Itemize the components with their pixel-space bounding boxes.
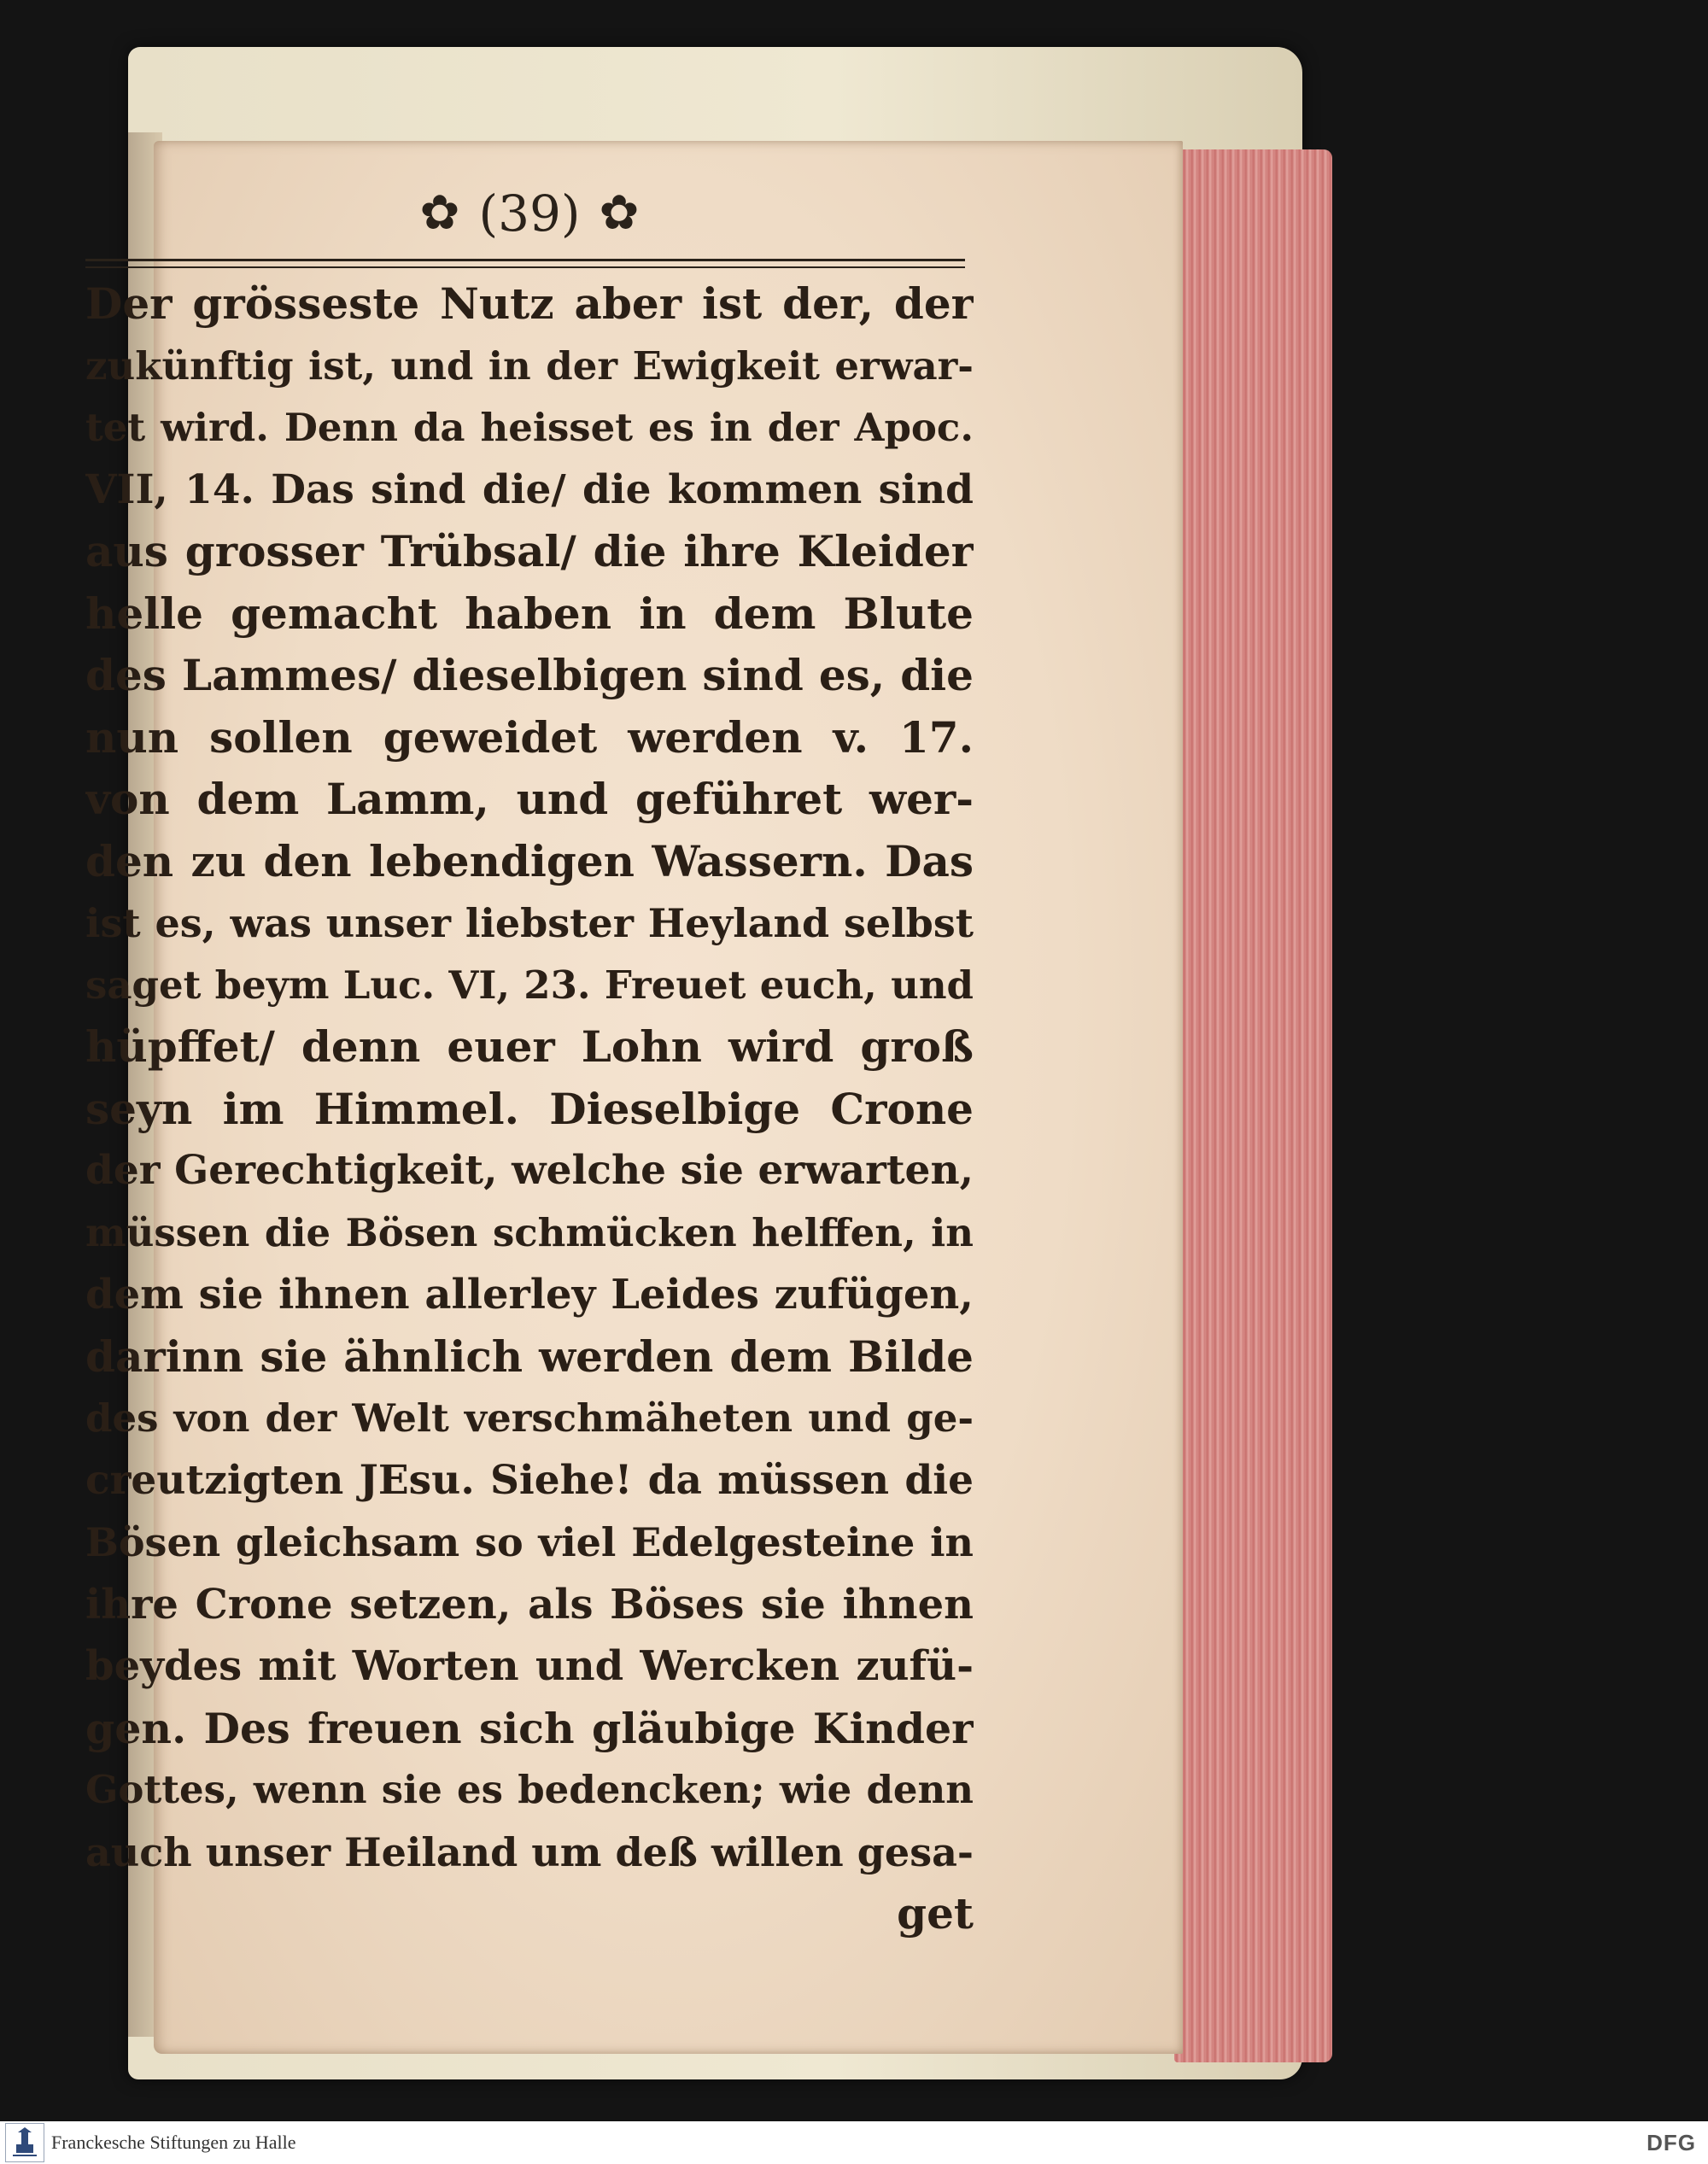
text-line: saget beym Luc. VI, 23. Freuet euch, und <box>85 962 974 1008</box>
text-line: seyn im Himmel. Dieselbige Crone <box>85 1083 974 1134</box>
header-rule <box>85 259 965 268</box>
text-line: des von der Welt verschmäheten und ge- <box>85 1395 974 1441</box>
text-line: darinn sie ähnlich werden dem Bilde <box>85 1331 974 1382</box>
text-line: Bösen gleichsam so viel Edelgesteine in <box>85 1519 974 1565</box>
institution-logo-icon <box>5 2123 44 2162</box>
text-line: gen. Des freuen sich gläubige Kinder <box>85 1703 974 1753</box>
text-line: Der grösseste Nutz aber ist der, der <box>85 278 974 329</box>
page-edges <box>1174 149 1332 2062</box>
viewer-footer <box>0 2121 1708 2164</box>
page-header <box>367 179 692 248</box>
institution-name[interactable]: Franckesche Stiftungen zu Halle <box>51 2132 296 2153</box>
text-line: des Lammes/ dieselbigen sind es, die <box>85 650 974 700</box>
text-line: dem sie ihnen allerley Leides zufügen, <box>85 1271 974 1319</box>
catchword: get <box>897 1888 974 1939</box>
left-flower-ornament-icon: ✿ <box>419 185 460 241</box>
text-line: aus grosser Trübsal/ die ihre Kleider <box>85 526 974 576</box>
text-line: ist es, was unser liebster Heyland selbst <box>85 900 974 946</box>
right-flower-ornament-icon: ✿ <box>599 185 640 241</box>
text-line: hüpffet/ denn euer Lohn wird groß <box>85 1021 974 1072</box>
dfg-logo[interactable]: DFG <box>1647 2129 1696 2155</box>
text-line: beydes mit Worten und Wercken zufü- <box>85 1642 974 1690</box>
text-line: helle gemacht haben in dem Blute <box>85 588 974 639</box>
text-line: auch unser Heiland um deß willen gesa- <box>85 1828 974 1875</box>
text-line: der Gerechtigkeit, welche sie erwarten, <box>85 1147 974 1194</box>
text-line: den zu den lebendigen Wassern. Das <box>85 835 974 886</box>
text-line: müssen die Bösen schmücken helffen, in <box>85 1209 974 1255</box>
page-number: (39) <box>478 184 581 243</box>
text-line: von dem Lamm, und geführet wer- <box>85 774 974 824</box>
text-line: zukünftig ist, und in der Ewigkeit erwar- <box>85 342 974 389</box>
text-line: Gottes, wenn sie es bedencken; wie denn <box>85 1767 974 1812</box>
text-line: creutzigten JEsu. Siehe! da müssen die <box>85 1456 974 1504</box>
text-line: ihre Crone setzen, als Böses sie ihnen <box>85 1580 974 1629</box>
text-line: tet wird. Denn da heisset es in der Apoc. <box>85 405 974 450</box>
text-line: VII, 14. Das sind die/ die kommen sind <box>85 465 974 513</box>
text-block <box>85 273 974 1945</box>
text-line: nun sollen geweidet werden v. 17. <box>85 711 974 763</box>
